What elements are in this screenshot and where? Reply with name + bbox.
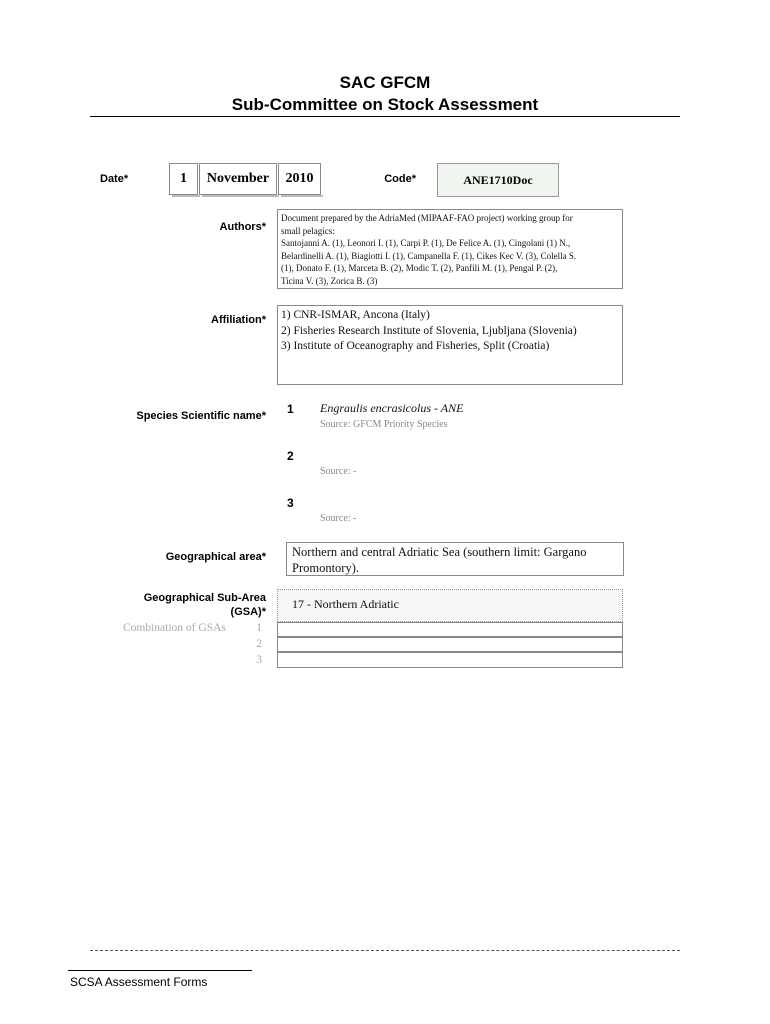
geo-area-field[interactable]: Northern and central Adriatic Sea (southern limit: Gargano Promontory). <box>286 542 624 576</box>
combination-number: 3 <box>256 654 262 666</box>
species-1-number: 1 <box>287 402 294 416</box>
code-label: Code* <box>384 173 416 185</box>
combination-number: 1 <box>256 622 262 634</box>
date-month-field[interactable]: November <box>199 163 277 195</box>
combination-gsa-3-field[interactable] <box>277 652 623 668</box>
species-1-source: Source: GFCM Priority Species <box>320 419 448 430</box>
combination-gsas-label: Combination of GSAs <box>123 622 226 634</box>
authors-field[interactable] <box>277 209 623 289</box>
species-3-source: Source: - <box>320 513 357 524</box>
footer-dashed-divider <box>90 950 680 951</box>
species-1-name[interactable]: Engraulis encrasicolus - ANE <box>320 401 464 415</box>
authors-line: Ticina V. (3), Zorica B. (3) <box>281 275 378 286</box>
geo-area-label: Geographical area* <box>165 551 266 563</box>
affiliation-label: Affiliation* <box>211 314 266 326</box>
affiliation-line: 1) CNR-ISMAR, Ancona (Italy) <box>281 309 430 321</box>
combination-gsa-1-field[interactable] <box>277 622 623 637</box>
authors-label: Authors* <box>219 221 266 233</box>
title-divider <box>90 116 680 117</box>
code-field[interactable]: ANE1710Doc <box>437 163 559 197</box>
gsa-field[interactable]: 17 - Northern Adriatic <box>277 589 623 622</box>
gsa-label-line1: Geographical Sub-Area <box>143 592 266 604</box>
authors-line: Document prepared by the AdriaMed (MIPAAF-FAO project) working group for <box>281 213 573 223</box>
gsa-label-line2: (GSA)* <box>230 606 266 618</box>
affiliation-field[interactable] <box>277 305 623 385</box>
species-2-source: Source: - <box>320 466 357 477</box>
authors-line: Belardinelli A. (1), Biagiotti I. (1), Campanella F. (1), Cikes Kec V. (3), Colella S. <box>281 250 577 261</box>
affiliation-line: 2) Fisheries Research Institute of Slovenia, Ljubljana (Slovenia) <box>281 324 577 337</box>
combination-gsa-2-field[interactable] <box>277 637 623 652</box>
affiliation-line: 3) Institute of Oceanography and Fisheries, Split (Croatia) <box>281 340 550 352</box>
authors-line: Santojanni A. (1), Leonori I. (1), Carpi P. (1), De Felice A. (1), Cingolani (1) N., <box>281 238 571 248</box>
date-year-field[interactable]: 2010 <box>278 163 321 195</box>
page-title: SAC GFCM <box>339 73 431 92</box>
date-label: Date* <box>100 173 129 185</box>
footer-rule <box>68 970 252 971</box>
combination-number: 2 <box>256 638 262 650</box>
authors-line: (1), Donato F. (1), Marceta B. (2), Modic T. (2), Panfili M. (1), Pengal P. (2), <box>281 263 558 273</box>
species-3-number: 3 <box>287 496 294 510</box>
date-day-field[interactable]: 1 <box>169 163 198 195</box>
species-label: Species Scientific name* <box>136 410 266 422</box>
authors-line: small pelagics: <box>281 225 335 236</box>
page-subtitle: Sub-Committee on Stock Assessment <box>231 95 539 114</box>
species-2-number: 2 <box>287 449 294 463</box>
footer-text: SCSA Assessment Forms <box>70 975 208 989</box>
